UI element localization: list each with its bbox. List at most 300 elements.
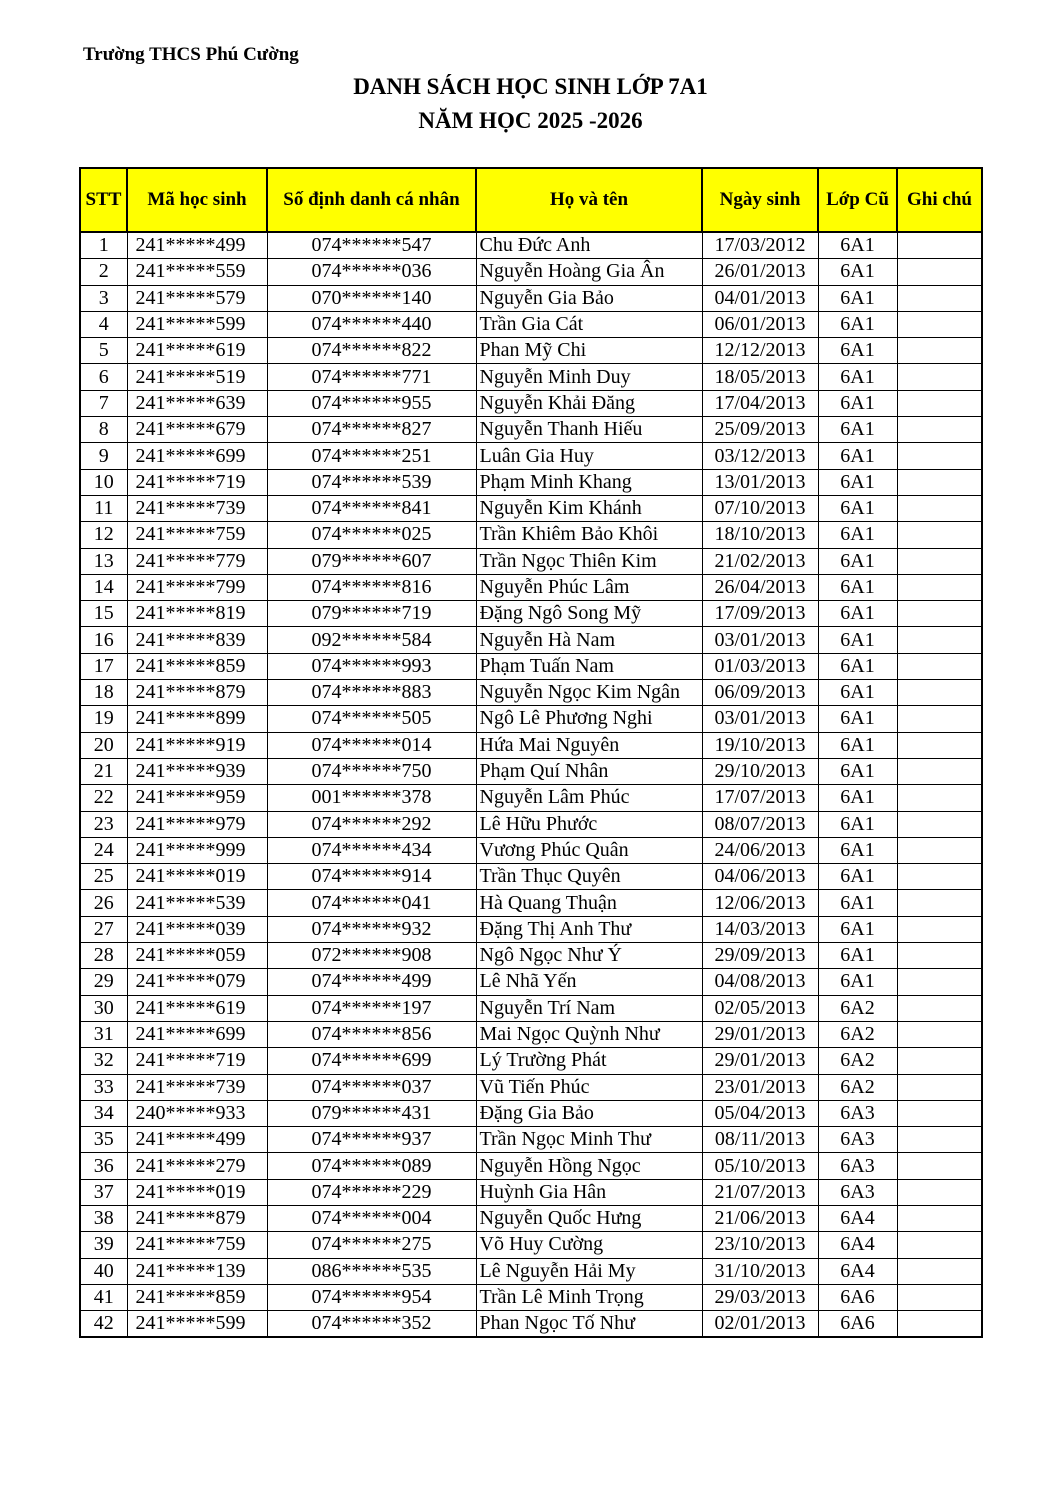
row-personal-id: 074******440 [267, 311, 476, 337]
table-row [80, 338, 982, 364]
header-birth-date: Ngày sinh [702, 168, 818, 232]
row-birth-date: 01/03/2013 [702, 653, 818, 679]
row-old-class: 6A1 [818, 548, 897, 574]
table-row [80, 1311, 982, 1338]
row-personal-id: 074******547 [267, 232, 476, 259]
row-personal-id: 074******699 [267, 1048, 476, 1074]
row-birth-date: 05/04/2013 [702, 1100, 818, 1126]
row-notes [897, 1048, 982, 1074]
row-student-code: 241*****739 [127, 495, 267, 521]
row-stt: 11 [80, 495, 127, 521]
row-stt: 15 [80, 601, 127, 627]
row-stt: 4 [80, 311, 127, 337]
row-old-class: 6A6 [818, 1311, 897, 1338]
row-notes [897, 969, 982, 995]
row-personal-id: 074******014 [267, 732, 476, 758]
table-row [80, 706, 982, 732]
row-personal-id: 092******584 [267, 627, 476, 653]
row-notes [897, 338, 982, 364]
row-student-code: 241*****719 [127, 469, 267, 495]
row-birth-date: 14/03/2013 [702, 916, 818, 942]
row-full-name: Hà Quang Thuận [476, 890, 702, 916]
row-birth-date: 06/01/2013 [702, 311, 818, 337]
row-notes [897, 522, 982, 548]
row-student-code: 241*****539 [127, 890, 267, 916]
row-notes [897, 943, 982, 969]
row-notes [897, 785, 982, 811]
row-full-name: Nguyễn Thanh Hiếu [476, 417, 702, 443]
row-full-name: Võ Huy Cường [476, 1232, 702, 1258]
row-birth-date: 29/03/2013 [702, 1284, 818, 1310]
row-birth-date: 29/09/2013 [702, 943, 818, 969]
row-old-class: 6A1 [818, 785, 897, 811]
row-full-name: Nguyễn Kim Khánh [476, 495, 702, 521]
row-student-code: 241*****599 [127, 1311, 267, 1338]
row-birth-date: 17/09/2013 [702, 601, 818, 627]
row-student-code: 241*****759 [127, 1232, 267, 1258]
table-row [80, 732, 982, 758]
row-birth-date: 17/07/2013 [702, 785, 818, 811]
row-birth-date: 25/09/2013 [702, 417, 818, 443]
row-old-class: 6A3 [818, 1153, 897, 1179]
row-old-class: 6A1 [818, 259, 897, 285]
row-birth-date: 29/10/2013 [702, 758, 818, 784]
row-stt: 14 [80, 574, 127, 600]
row-personal-id: 074******025 [267, 522, 476, 548]
table-row [80, 495, 982, 521]
row-student-code: 241*****579 [127, 285, 267, 311]
row-stt: 7 [80, 390, 127, 416]
row-old-class: 6A6 [818, 1284, 897, 1310]
row-full-name: Trần Ngọc Minh Thư [476, 1127, 702, 1153]
header-full-name: Họ và tên [476, 168, 702, 232]
row-personal-id: 074******937 [267, 1127, 476, 1153]
row-stt: 29 [80, 969, 127, 995]
row-notes [897, 469, 982, 495]
row-stt: 26 [80, 890, 127, 916]
row-personal-id: 074******037 [267, 1074, 476, 1100]
row-stt: 24 [80, 837, 127, 863]
header-notes: Ghi chú [897, 168, 982, 232]
row-old-class: 6A1 [818, 890, 897, 916]
table-row [80, 837, 982, 863]
row-old-class: 6A1 [818, 758, 897, 784]
row-personal-id: 079******607 [267, 548, 476, 574]
row-notes [897, 1205, 982, 1231]
row-stt: 19 [80, 706, 127, 732]
row-old-class: 6A1 [818, 916, 897, 942]
row-stt: 39 [80, 1232, 127, 1258]
row-full-name: Nguyễn Ngọc Kim Ngân [476, 680, 702, 706]
row-personal-id: 074******089 [267, 1153, 476, 1179]
row-student-code: 241*****839 [127, 627, 267, 653]
row-full-name: Nguyễn Hà Nam [476, 627, 702, 653]
row-birth-date: 05/10/2013 [702, 1153, 818, 1179]
row-personal-id: 074******883 [267, 680, 476, 706]
row-stt: 3 [80, 285, 127, 311]
row-old-class: 6A1 [818, 574, 897, 600]
header-student-code: Mã học sinh [127, 168, 267, 232]
table-row [80, 443, 982, 469]
row-student-code: 241*****499 [127, 232, 267, 259]
document-title: DANH SÁCH HỌC SINH LỚP 7A1 [353, 74, 708, 99]
row-notes [897, 916, 982, 942]
row-full-name: Lê Nhã Yến [476, 969, 702, 995]
row-student-code: 241*****899 [127, 706, 267, 732]
row-full-name: Trần Gia Cát [476, 311, 702, 337]
table-row [80, 680, 982, 706]
row-stt: 18 [80, 680, 127, 706]
row-old-class: 6A4 [818, 1232, 897, 1258]
table-row [80, 943, 982, 969]
table-row [80, 1258, 982, 1284]
row-stt: 13 [80, 548, 127, 574]
row-stt: 9 [80, 443, 127, 469]
row-student-code: 241*****499 [127, 1127, 267, 1153]
row-old-class: 6A1 [818, 443, 897, 469]
row-old-class: 6A1 [818, 680, 897, 706]
row-birth-date: 03/01/2013 [702, 627, 818, 653]
row-stt: 28 [80, 943, 127, 969]
row-student-code: 241*****619 [127, 995, 267, 1021]
row-full-name: Trần Lê Minh Trọng [476, 1284, 702, 1310]
row-old-class: 6A2 [818, 1048, 897, 1074]
table-row [80, 1179, 982, 1205]
row-old-class: 6A1 [818, 943, 897, 969]
row-old-class: 6A1 [818, 285, 897, 311]
row-old-class: 6A1 [818, 417, 897, 443]
table-row [80, 969, 982, 995]
row-full-name: Nguyễn Khải Đăng [476, 390, 702, 416]
row-stt: 12 [80, 522, 127, 548]
row-student-code: 241*****619 [127, 338, 267, 364]
table-row [80, 653, 982, 679]
row-full-name: Đặng Gia Bảo [476, 1100, 702, 1126]
row-student-code: 241*****819 [127, 601, 267, 627]
row-student-code: 241*****679 [127, 417, 267, 443]
row-stt: 25 [80, 864, 127, 890]
row-personal-id: 074******914 [267, 864, 476, 890]
row-notes [897, 495, 982, 521]
row-notes [897, 758, 982, 784]
row-birth-date: 08/07/2013 [702, 811, 818, 837]
row-full-name: Phan Mỹ Chi [476, 338, 702, 364]
row-full-name: Ngô Ngọc Như Ý [476, 943, 702, 969]
row-old-class: 6A1 [818, 232, 897, 259]
row-birth-date: 06/09/2013 [702, 680, 818, 706]
row-notes [897, 417, 982, 443]
row-personal-id: 086******535 [267, 1258, 476, 1284]
row-full-name: Nguyễn Hồng Ngọc [476, 1153, 702, 1179]
row-full-name: Nguyễn Lâm Phúc [476, 785, 702, 811]
row-student-code: 241*****939 [127, 758, 267, 784]
row-student-code: 241*****979 [127, 811, 267, 837]
row-old-class: 6A1 [818, 522, 897, 548]
row-full-name: Phan Ngọc Tố Như [476, 1311, 702, 1338]
row-old-class: 6A3 [818, 1179, 897, 1205]
row-notes [897, 837, 982, 863]
row-personal-id: 074******539 [267, 469, 476, 495]
row-notes [897, 1179, 982, 1205]
table-row [80, 995, 982, 1021]
table-row [80, 1153, 982, 1179]
table-row [80, 548, 982, 574]
row-birth-date: 02/01/2013 [702, 1311, 818, 1338]
row-notes [897, 864, 982, 890]
row-old-class: 6A2 [818, 1074, 897, 1100]
row-student-code: 241*****879 [127, 680, 267, 706]
table-row [80, 469, 982, 495]
row-old-class: 6A1 [818, 706, 897, 732]
table-row [80, 601, 982, 627]
row-old-class: 6A1 [818, 837, 897, 863]
row-birth-date: 23/01/2013 [702, 1074, 818, 1100]
table-row [80, 232, 982, 259]
row-old-class: 6A4 [818, 1258, 897, 1284]
row-student-code: 241*****719 [127, 1048, 267, 1074]
row-full-name: Vũ Tiến Phúc [476, 1074, 702, 1100]
row-student-code: 241*****019 [127, 1179, 267, 1205]
row-personal-id: 074******229 [267, 1179, 476, 1205]
row-stt: 41 [80, 1284, 127, 1310]
row-stt: 37 [80, 1179, 127, 1205]
row-personal-id: 074******499 [267, 969, 476, 995]
table-row [80, 1074, 982, 1100]
row-stt: 38 [80, 1205, 127, 1231]
row-birth-date: 21/06/2013 [702, 1205, 818, 1231]
row-notes [897, 1127, 982, 1153]
row-notes [897, 811, 982, 837]
table-row [80, 364, 982, 390]
row-personal-id: 074******292 [267, 811, 476, 837]
table-row [80, 1284, 982, 1310]
row-stt: 16 [80, 627, 127, 653]
row-student-code: 241*****879 [127, 1205, 267, 1231]
table-row [80, 1232, 982, 1258]
row-birth-date: 03/12/2013 [702, 443, 818, 469]
row-student-code: 241*****859 [127, 653, 267, 679]
row-stt: 23 [80, 811, 127, 837]
row-student-code: 241*****699 [127, 1021, 267, 1047]
row-birth-date: 18/10/2013 [702, 522, 818, 548]
row-full-name: Hứa Mai Nguyên [476, 732, 702, 758]
row-personal-id: 074******197 [267, 995, 476, 1021]
row-student-code: 241*****079 [127, 969, 267, 995]
row-full-name: Trần Khiêm Bảo Khôi [476, 522, 702, 548]
row-student-code: 241*****519 [127, 364, 267, 390]
row-notes [897, 995, 982, 1021]
row-notes [897, 653, 982, 679]
row-old-class: 6A1 [818, 864, 897, 890]
row-notes [897, 1100, 982, 1126]
row-full-name: Lý Trường Phát [476, 1048, 702, 1074]
table-row [80, 259, 982, 285]
row-notes [897, 1311, 982, 1338]
row-student-code: 241*****279 [127, 1153, 267, 1179]
row-student-code: 240*****933 [127, 1100, 267, 1126]
row-personal-id: 074******856 [267, 1021, 476, 1047]
row-stt: 8 [80, 417, 127, 443]
row-birth-date: 04/01/2013 [702, 285, 818, 311]
row-personal-id: 070******140 [267, 285, 476, 311]
row-student-code: 241*****599 [127, 311, 267, 337]
row-stt: 32 [80, 1048, 127, 1074]
row-notes [897, 364, 982, 390]
row-notes [897, 574, 982, 600]
row-birth-date: 08/11/2013 [702, 1127, 818, 1153]
row-personal-id: 074******505 [267, 706, 476, 732]
row-student-code: 241*****139 [127, 1258, 267, 1284]
table-row [80, 1127, 982, 1153]
row-old-class: 6A1 [818, 338, 897, 364]
row-notes [897, 706, 982, 732]
row-birth-date: 02/05/2013 [702, 995, 818, 1021]
school-name: Trường THCS Phú Cường [83, 44, 299, 65]
table-row [80, 627, 982, 653]
row-old-class: 6A1 [818, 311, 897, 337]
row-old-class: 6A1 [818, 732, 897, 758]
row-student-code: 241*****059 [127, 943, 267, 969]
row-old-class: 6A1 [818, 601, 897, 627]
row-stt: 1 [80, 232, 127, 259]
table-row [80, 285, 982, 311]
row-notes [897, 627, 982, 653]
row-full-name: Nguyễn Gia Bảo [476, 285, 702, 311]
row-personal-id: 074******750 [267, 758, 476, 784]
table-row [80, 864, 982, 890]
table-row [80, 758, 982, 784]
row-full-name: Luân Gia Huy [476, 443, 702, 469]
student-table [79, 167, 983, 1338]
row-old-class: 6A2 [818, 1021, 897, 1047]
row-old-class: 6A1 [818, 469, 897, 495]
row-stt: 34 [80, 1100, 127, 1126]
row-stt: 22 [80, 785, 127, 811]
row-personal-id: 074******841 [267, 495, 476, 521]
row-old-class: 6A1 [818, 811, 897, 837]
row-birth-date: 07/10/2013 [702, 495, 818, 521]
row-notes [897, 1258, 982, 1284]
row-stt: 30 [80, 995, 127, 1021]
row-birth-date: 04/08/2013 [702, 969, 818, 995]
row-personal-id: 074******993 [267, 653, 476, 679]
row-notes [897, 1232, 982, 1258]
row-birth-date: 29/01/2013 [702, 1048, 818, 1074]
header-old-class: Lớp Cũ [818, 168, 897, 232]
row-stt: 20 [80, 732, 127, 758]
row-personal-id: 074******275 [267, 1232, 476, 1258]
table-header-row [80, 168, 982, 232]
row-birth-date: 12/12/2013 [702, 338, 818, 364]
row-full-name: Nguyễn Trí Nam [476, 995, 702, 1021]
row-student-code: 241*****639 [127, 390, 267, 416]
row-student-code: 241*****559 [127, 259, 267, 285]
row-stt: 27 [80, 916, 127, 942]
row-full-name: Ngô Lê Phương Nghi [476, 706, 702, 732]
row-personal-id: 074******036 [267, 259, 476, 285]
table-row [80, 574, 982, 600]
row-personal-id: 072******908 [267, 943, 476, 969]
row-old-class: 6A2 [818, 995, 897, 1021]
row-student-code: 241*****759 [127, 522, 267, 548]
row-old-class: 6A1 [818, 653, 897, 679]
row-birth-date: 17/04/2013 [702, 390, 818, 416]
row-full-name: Vương Phúc Quân [476, 837, 702, 863]
row-old-class: 6A1 [818, 627, 897, 653]
row-birth-date: 21/07/2013 [702, 1179, 818, 1205]
row-birth-date: 31/10/2013 [702, 1258, 818, 1284]
table-row [80, 785, 982, 811]
row-full-name: Nguyễn Phúc Lâm [476, 574, 702, 600]
row-personal-id: 074******352 [267, 1311, 476, 1338]
row-full-name: Mai Ngọc Quỳnh Như [476, 1021, 702, 1047]
table-row [80, 1205, 982, 1231]
row-old-class: 6A1 [818, 495, 897, 521]
table-row [80, 916, 982, 942]
row-student-code: 241*****959 [127, 785, 267, 811]
row-personal-id: 001******378 [267, 785, 476, 811]
row-student-code: 241*****019 [127, 864, 267, 890]
row-student-code: 241*****919 [127, 732, 267, 758]
row-birth-date: 26/01/2013 [702, 259, 818, 285]
row-personal-id: 074******771 [267, 364, 476, 390]
row-full-name: Đặng Thị Anh Thư [476, 916, 702, 942]
row-personal-id: 074******816 [267, 574, 476, 600]
row-notes [897, 1021, 982, 1047]
row-stt: 33 [80, 1074, 127, 1100]
row-full-name: Lê Hữu Phước [476, 811, 702, 837]
row-notes [897, 285, 982, 311]
table-row [80, 1100, 982, 1126]
row-personal-id: 074******004 [267, 1205, 476, 1231]
row-birth-date: 12/06/2013 [702, 890, 818, 916]
table-row [80, 417, 982, 443]
row-birth-date: 04/06/2013 [702, 864, 818, 890]
row-stt: 5 [80, 338, 127, 364]
row-stt: 6 [80, 364, 127, 390]
row-stt: 36 [80, 1153, 127, 1179]
table-row [80, 1048, 982, 1074]
table-row [80, 1021, 982, 1047]
row-personal-id: 079******431 [267, 1100, 476, 1126]
table-row [80, 890, 982, 916]
row-old-class: 6A1 [818, 390, 897, 416]
row-stt: 42 [80, 1311, 127, 1338]
table-row [80, 811, 982, 837]
row-notes [897, 311, 982, 337]
row-birth-date: 13/01/2013 [702, 469, 818, 495]
school-year: NĂM HỌC 2025 -2026 [418, 108, 643, 133]
row-notes [897, 232, 982, 259]
row-birth-date: 26/04/2013 [702, 574, 818, 600]
row-birth-date: 18/05/2013 [702, 364, 818, 390]
row-notes [897, 259, 982, 285]
row-stt: 31 [80, 1021, 127, 1047]
row-full-name: Nguyễn Quốc Hưng [476, 1205, 702, 1231]
row-old-class: 6A3 [818, 1100, 897, 1126]
row-stt: 35 [80, 1127, 127, 1153]
row-full-name: Trần Thục Quyên [476, 864, 702, 890]
row-personal-id: 074******954 [267, 1284, 476, 1310]
row-birth-date: 03/01/2013 [702, 706, 818, 732]
row-birth-date: 19/10/2013 [702, 732, 818, 758]
row-birth-date: 17/03/2012 [702, 232, 818, 259]
row-notes [897, 601, 982, 627]
row-full-name: Phạm Quí Nhân [476, 758, 702, 784]
row-stt: 40 [80, 1258, 127, 1284]
row-notes [897, 443, 982, 469]
row-full-name: Đặng Ngô Song Mỹ [476, 601, 702, 627]
